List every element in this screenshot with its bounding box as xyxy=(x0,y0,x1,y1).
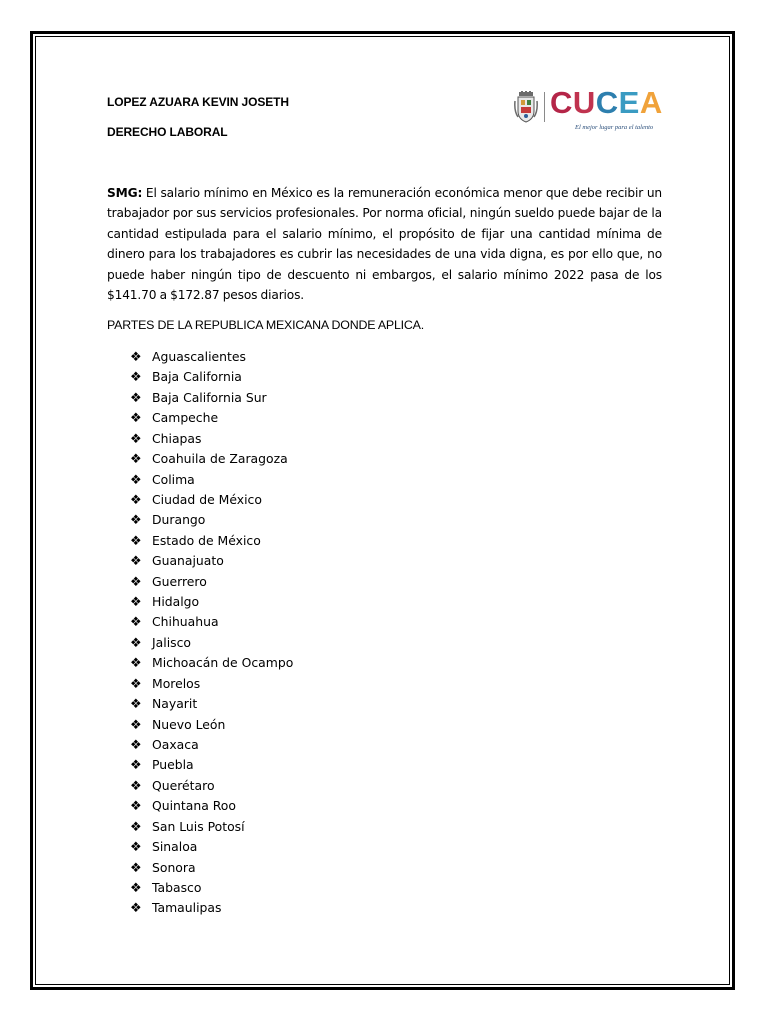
diamond-bullet-icon: ❖ xyxy=(130,635,142,651)
list-item xyxy=(130,367,293,387)
diamond-bullet-icon: ❖ xyxy=(130,350,142,365)
state-name: Oaxaca xyxy=(152,737,199,753)
state-name: Guerrero xyxy=(152,573,207,589)
state-name: Morelos xyxy=(152,675,201,691)
body-paragraph xyxy=(107,183,662,305)
diamond-bullet-icon: ❖ xyxy=(130,676,142,692)
state-name: Guanajuato xyxy=(152,553,224,569)
state-name: Colima xyxy=(152,471,195,487)
list-item xyxy=(130,715,293,735)
list-item xyxy=(130,490,293,510)
state-name: Michoacán de Ocampo xyxy=(152,655,294,671)
state-name: Querétaro xyxy=(152,777,215,793)
list-item xyxy=(130,796,293,816)
logo-divider xyxy=(544,92,545,122)
list-item xyxy=(130,898,293,918)
state-name: San Luis Potosí xyxy=(152,818,245,834)
diamond-bullet-icon: ❖ xyxy=(130,554,142,570)
list-item xyxy=(130,449,293,469)
paragraph-lead: SMG: xyxy=(107,186,143,200)
logo-tagline: El mejor lugar para el talento xyxy=(575,124,654,131)
diamond-bullet-icon: ❖ xyxy=(130,370,142,386)
state-name: Tabasco xyxy=(152,879,202,895)
diamond-bullet-icon: ❖ xyxy=(130,431,142,447)
state-name: Baja California Sur xyxy=(152,389,267,405)
diamond-bullet-icon: ❖ xyxy=(130,738,142,754)
state-name: Chiapas xyxy=(152,430,202,446)
diamond-bullet-icon: ❖ xyxy=(130,574,142,590)
state-name: Tamaulipas xyxy=(152,900,222,916)
state-name: Puebla xyxy=(152,757,194,773)
diamond-bullet-icon: ❖ xyxy=(130,840,142,856)
states-list xyxy=(130,347,293,919)
list-item xyxy=(130,612,293,632)
state-name: Jalisco xyxy=(152,634,191,650)
state-name: Aguascalientes xyxy=(152,349,246,364)
state-name: Quintana Roo xyxy=(152,798,236,814)
state-name: Sinaloa xyxy=(152,839,198,855)
diamond-bullet-icon: ❖ xyxy=(130,411,142,427)
state-name: Chihuahua xyxy=(152,614,219,630)
state-name: Baja California xyxy=(152,369,242,385)
diamond-bullet-icon: ❖ xyxy=(130,452,142,468)
list-item xyxy=(130,429,293,449)
diamond-bullet-icon: ❖ xyxy=(130,697,142,713)
paragraph-text: El salario mínimo en México es la remuneración económica menor que debe recibir un trabajador por sus servicios profesionales. Por norma oficial, ningún sueldo puede bajar de la cantidad estipulada para el salario mínimo, el propósito de fijar una cantidad mínima de dinero para los trabajadores es cubrir las necesidades de una vida digna, es por ello que, no puede haber ningún tipo de descuento ni embargos, el salario mínimo 2022 pasa de los $141.70 a $172.87 pesos diarios. xyxy=(107,186,662,303)
state-name: Sonora xyxy=(152,859,196,875)
list-item xyxy=(130,755,293,775)
author-name: LOPEZ AZUARA KEVIN JOSETH xyxy=(107,95,289,109)
diamond-bullet-icon: ❖ xyxy=(130,595,142,611)
state-name: Hidalgo xyxy=(152,594,200,610)
list-item xyxy=(130,858,293,878)
state-name: Nayarit xyxy=(152,696,198,712)
diamond-bullet-icon: ❖ xyxy=(130,778,142,794)
list-item xyxy=(130,694,293,714)
state-name: Nuevo León xyxy=(152,716,226,732)
diamond-bullet-icon: ❖ xyxy=(130,492,142,508)
diamond-bullet-icon: ❖ xyxy=(130,513,142,529)
list-item xyxy=(130,531,293,551)
state-name: Coahuila de Zaragoza xyxy=(152,451,288,467)
list-item xyxy=(130,592,293,612)
university-seal-icon xyxy=(514,91,538,123)
diamond-bullet-icon: ❖ xyxy=(130,799,142,815)
diamond-bullet-icon: ❖ xyxy=(130,758,142,774)
list-item xyxy=(130,735,293,755)
diamond-bullet-icon: ❖ xyxy=(130,880,142,896)
diamond-bullet-icon: ❖ xyxy=(130,615,142,631)
list-item xyxy=(130,470,293,490)
list-item xyxy=(130,674,293,694)
list-item xyxy=(130,633,293,653)
state-name: Estado de México xyxy=(152,532,261,548)
diamond-bullet-icon: ❖ xyxy=(130,472,142,488)
list-item xyxy=(130,817,293,837)
list-item xyxy=(130,510,293,530)
diamond-bullet-icon: ❖ xyxy=(130,819,142,835)
cucea-logo xyxy=(512,85,672,134)
section-heading: PARTES DE LA REPUBLICA MEXICANA DONDE APLICA. xyxy=(107,318,424,332)
list-item xyxy=(130,572,293,592)
logo-wordmark: CUCEA xyxy=(550,85,663,120)
diamond-bullet-icon: ❖ xyxy=(130,717,142,733)
subject-title: DERECHO LABORAL xyxy=(107,125,228,139)
diamond-bullet-icon: ❖ xyxy=(130,860,142,876)
list-item xyxy=(130,408,293,428)
diamond-bullet-icon: ❖ xyxy=(130,656,142,672)
state-name: Campeche xyxy=(152,410,219,426)
list-item xyxy=(130,347,293,367)
state-name: Ciudad de México xyxy=(152,491,262,507)
list-item xyxy=(130,776,293,796)
state-name: Durango xyxy=(152,512,206,528)
list-item xyxy=(130,388,293,408)
diamond-bullet-icon: ❖ xyxy=(130,901,142,917)
diamond-bullet-icon: ❖ xyxy=(130,533,142,549)
list-item xyxy=(130,653,293,673)
list-item xyxy=(130,551,293,571)
list-item xyxy=(130,837,293,857)
diamond-bullet-icon: ❖ xyxy=(130,390,142,406)
list-item xyxy=(130,878,293,898)
